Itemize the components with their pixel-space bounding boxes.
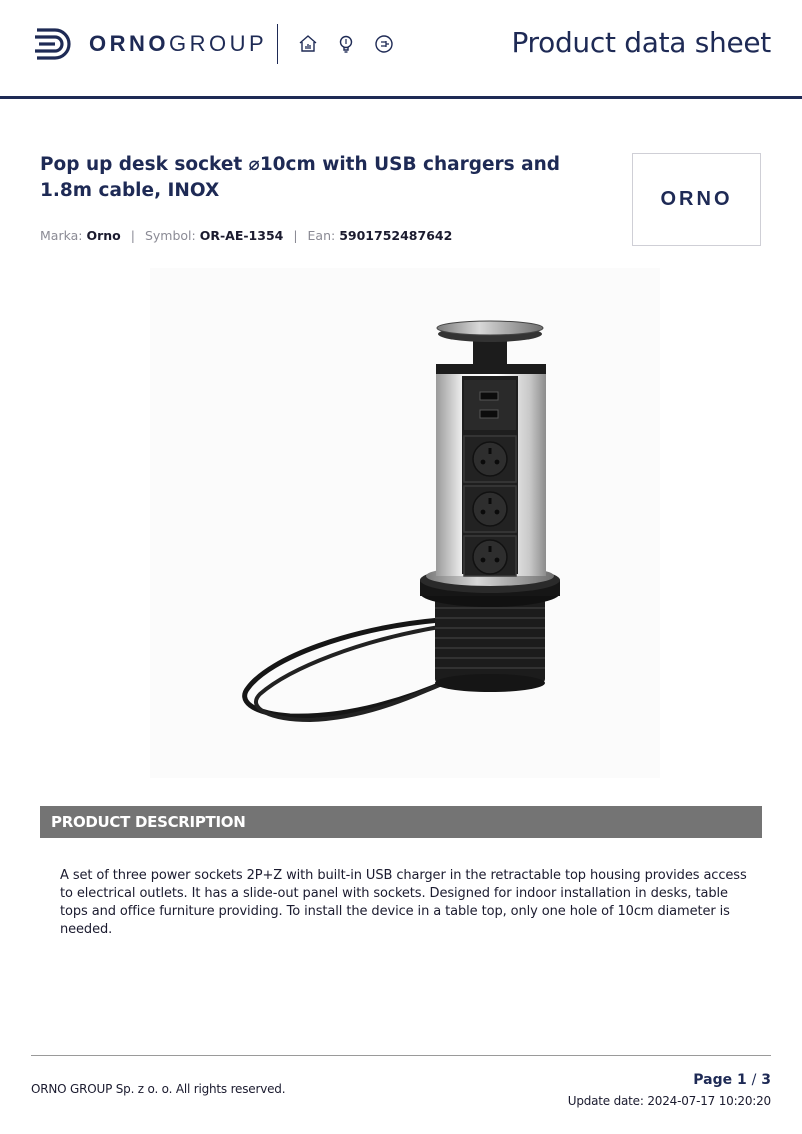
page-number bbox=[693, 1072, 771, 1088]
marka-value: Orno bbox=[86, 228, 121, 243]
pop-up-socket-illustration bbox=[150, 268, 660, 778]
plug-socket-icon bbox=[373, 33, 395, 55]
brand-logo-box bbox=[632, 153, 761, 246]
ean-value: 5901752487642 bbox=[339, 228, 453, 243]
orno-swirl-icon bbox=[33, 24, 75, 64]
product-description-text: A set of three power sockets 2P+Z with built-in USB charger in the retractable top housing provides access to electrical outlets. It has a slide-out panel with sockets. Designed for indoor installation in desks, table tops and office furniture providing. To install the device in a table top, only one hole of 10cm diameter is needed. bbox=[60, 868, 747, 937]
header-divider bbox=[277, 24, 278, 64]
product-meta bbox=[40, 228, 452, 243]
footer-rule bbox=[31, 1055, 771, 1056]
symbol-label: Symbol: bbox=[144, 228, 196, 243]
orno-group-logo bbox=[33, 24, 267, 64]
logo-wordmark bbox=[89, 31, 267, 57]
update-label: Update date: bbox=[567, 1094, 644, 1108]
header-icons bbox=[297, 33, 395, 55]
page-label: Page bbox=[693, 1072, 733, 1088]
marka-label: Marka: bbox=[40, 228, 83, 243]
symbol-value: OR-AE-1354 bbox=[199, 228, 284, 243]
header-rule bbox=[0, 96, 802, 99]
logo-bold: ORNO bbox=[89, 31, 169, 56]
document-type: Product data sheet bbox=[511, 26, 771, 59]
product-image bbox=[150, 268, 660, 778]
product-description-header bbox=[40, 806, 762, 838]
page-separator: / bbox=[751, 1072, 757, 1088]
copyright: ORNO GROUP Sp. z o. o. All rights reserved. bbox=[31, 1082, 286, 1096]
smart-home-icon bbox=[297, 33, 319, 55]
update-date bbox=[568, 1094, 771, 1108]
brand-logo: ORNO bbox=[660, 188, 733, 210]
meta-separator: | bbox=[130, 228, 135, 243]
update-value: 2024-07-17 10:20:20 bbox=[647, 1094, 771, 1108]
meta-separator: | bbox=[293, 228, 298, 243]
page-total: 3 bbox=[761, 1072, 771, 1088]
lightbulb-icon bbox=[335, 33, 357, 55]
product-title: Pop up desk socket ⌀10cm with USB chargers and 1.8m cable, INOX bbox=[40, 154, 561, 201]
logo-light: GROUP bbox=[169, 31, 268, 56]
page-current: 1 bbox=[737, 1072, 747, 1088]
ean-label: Ean: bbox=[307, 228, 336, 243]
section-title: PRODUCT DESCRIPTION bbox=[51, 813, 246, 831]
page-header bbox=[0, 0, 802, 100]
